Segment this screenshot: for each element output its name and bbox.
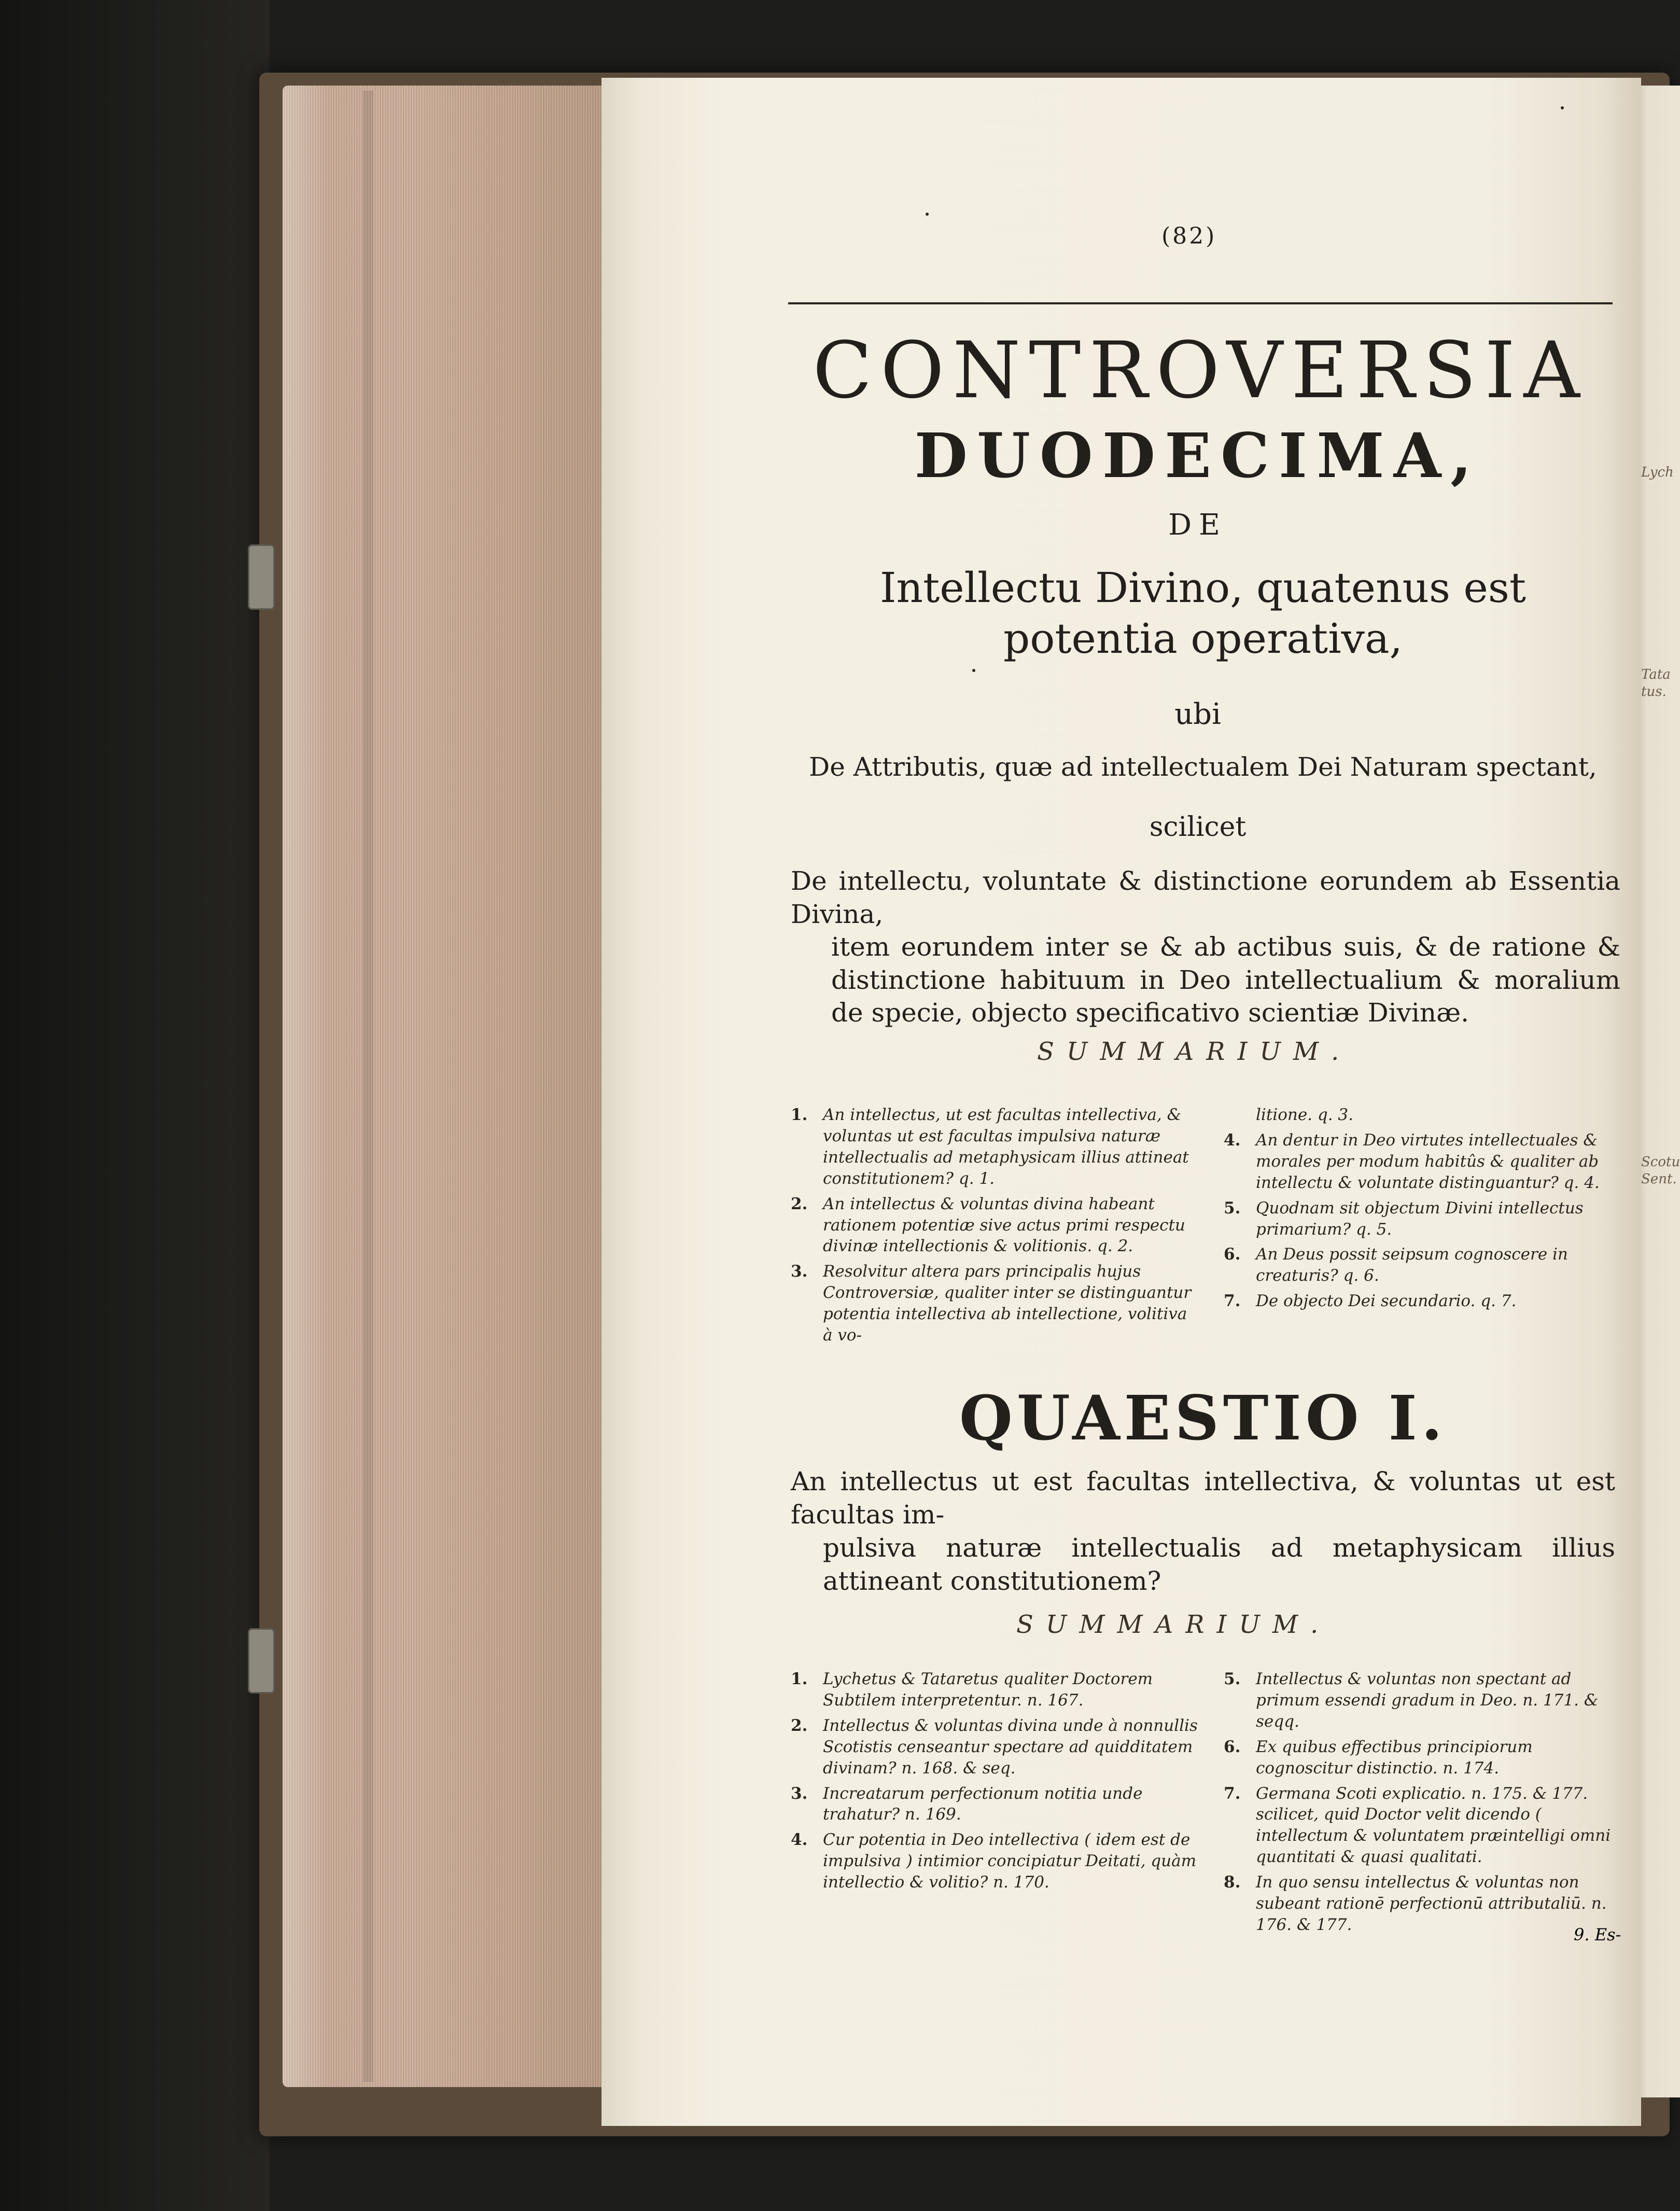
title-duodecima: DUODECIMA, [914, 419, 1481, 492]
title-de: DE [1168, 508, 1227, 542]
title-subject: Intellectu Divino, quatenus est potentia operativa, [879, 564, 1527, 663]
ink-speck [926, 213, 929, 216]
list-item: 5. Quodnam sit objectum Divini intellectus primarium? q. 5. [1224, 1198, 1584, 1239]
list-item: 6. Ex quibus effectibus principiorum cognoscitur distinctio. n. 174. [1224, 1737, 1533, 1778]
list-item: 1. An intellectus, ut est facultas intellectiva, & voluntas ut est facultas impulsiva naturæ intellectualis ad metaphysicam illius attineat constitutionem? q. 1. [791, 1106, 1189, 1188]
clasp-lower [248, 1628, 275, 1694]
title-ubi: ubi [1174, 697, 1221, 731]
list-item: 3. Increatarum perfectionum notitia unde trahatur? n. 169. [791, 1784, 1143, 1824]
list-item: 7. De objecto Dei secundario. q. 7. [1224, 1292, 1517, 1311]
clasp-upper [248, 544, 275, 610]
list-item: 1. Lychetus & Tataretus qualiter Doctorem Subtilem interpretentur. n. 167. [791, 1670, 1153, 1710]
summarium-1-left-column [791, 1104, 1200, 1350]
list-item: 8. In quo sensu intellectus & voluntas non subeant rationē perfectionū attributaliū. n. 176. & 177. [1224, 1873, 1607, 1934]
list-item: 7. Germana Scoti explicatio. n. 175. & 177. scilicet, quid Doctor velit dicendo ( intellectum & voluntatem præintelligi omni quantitati & quasi qualitati. [1224, 1784, 1611, 1867]
ink-speck [972, 669, 975, 672]
summarium-heading-2: SUMMARIUM. [1016, 1610, 1331, 1639]
page-block-ridge [363, 91, 373, 2082]
margin-note-lych: Lych [1641, 465, 1674, 480]
list-item: 3. Resolvitur altera pars principalis hujus Controversiæ, qualiter inter se distinguantur potentia intellectiva ab intellectione, volitiva à vo- [791, 1262, 1192, 1345]
description-paragraph [791, 865, 1620, 1030]
list-item: 4. An dentur in Deo virtutes intellectuales & morales per modum habitûs & qualiter ab intellectu & voluntate distinguantur? q. 4. [1224, 1130, 1600, 1192]
catchword: 9. Es- [1574, 1925, 1621, 1944]
list-item: 2. An intellectus & voluntas divina habeant rationem potentiæ sive actus primi respectu divinæ intellectionis & volitionis. q. 2. [791, 1194, 1185, 1256]
quaestio-question-first-line: An intellectus ut est facultas intellectiva, & voluntas ut est facultas im- [791, 1466, 1615, 1530]
margin-note-tata: Tata tus. [1641, 667, 1671, 699]
title-controversia: CONTROVERSIA [813, 326, 1588, 416]
header-rule [788, 302, 1613, 304]
list-item: 6. An Deus possit seipsum cognoscere in creaturis? q. 6. [1224, 1245, 1568, 1285]
list-item-continuation: litione. q. 3. [1256, 1106, 1354, 1124]
list-item: 5. Intellectus & voluntas non spectant ad primum essendi gradum in Deo. n. 171. & seqq. [1224, 1670, 1599, 1731]
list-item: 4. Cur potentia in Deo intellectiva ( idem est de impulsiva ) intimior concipiatur Deitati, quàm intellectio & volitio? n. 170. [791, 1830, 1196, 1892]
summarium-1-right-column [1224, 1104, 1618, 1316]
summarium-2-right-column [1224, 1669, 1618, 1940]
summarium-2-left-column [791, 1669, 1200, 1897]
description-first-line: De intellectu, voluntate & distinctione eorundem ab Essentia Divina, [791, 866, 1620, 929]
description-rest: item eorundem inter se & ab actibus suis, & de ratione & distinctione habituum in Deo intellectualium & moralium de specie, objecto specificativo scientiæ Divinæ. [831, 932, 1620, 1028]
margin-note-scotus: Scotu Sent. [1641, 1154, 1680, 1187]
summarium-heading-1: SUMMARIUM. [1037, 1037, 1352, 1066]
quaestio-question-rest: pulsiva naturæ intellectualis ad metaphysicam illius attineant constitutionem? [823, 1533, 1615, 1596]
page-block-edge [283, 86, 604, 2087]
quaestio-title: QUAESTIO I. [959, 1382, 1447, 1454]
ink-speck [1561, 106, 1564, 109]
list-item: 2. Intellectus & voluntas divina unde à nonnullis Scotistis censeantur spectare ad quidditatem divinam? n. 168. & seq. [791, 1716, 1198, 1778]
quaestio-question [791, 1465, 1615, 1598]
scilicet-line: scilicet [1149, 811, 1247, 843]
background-left [0, 0, 270, 2211]
attributes-line: De Attributis, quæ ad intellectualem Dei Naturam spectant, [809, 752, 1597, 782]
page-number: (82) [1161, 223, 1217, 249]
